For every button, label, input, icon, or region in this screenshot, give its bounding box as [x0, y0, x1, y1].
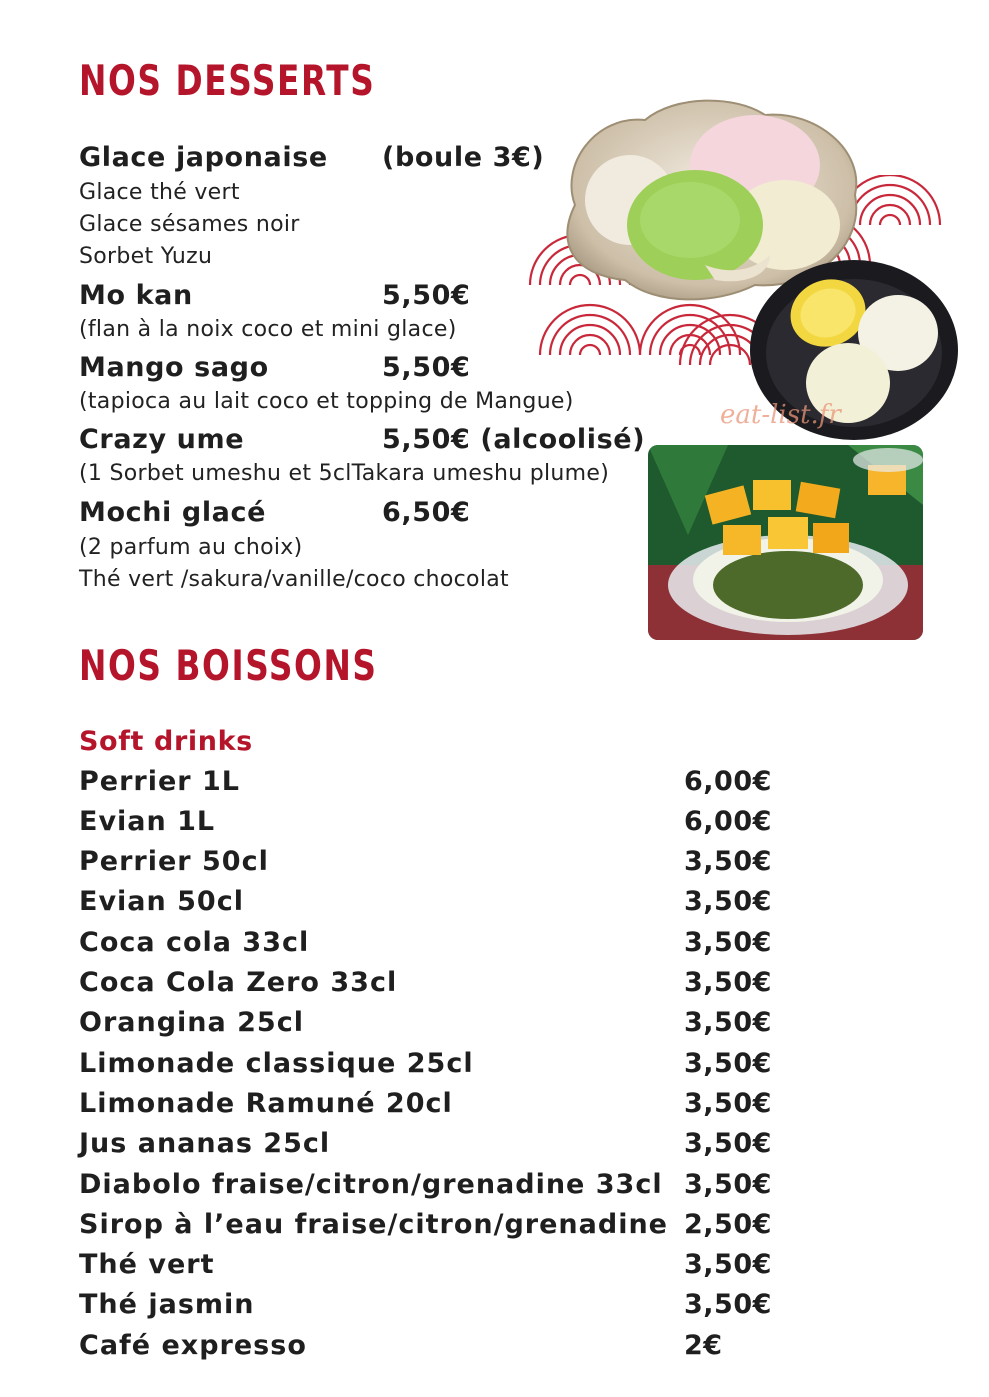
drink-price: 3,50€	[684, 1128, 772, 1159]
dessert-name: Glace japonaise	[79, 142, 328, 173]
dessert-price: 5,50€	[382, 352, 471, 383]
drink-price: 3,50€	[684, 1088, 772, 1119]
list-item	[79, 762, 779, 802]
dessert-desc: Sorbet Yuzu	[79, 244, 213, 269]
list-item	[79, 802, 779, 842]
drink-name: Diabolo fraise/citron/grenadine 33cl	[79, 1169, 663, 1200]
list-item	[79, 963, 779, 1003]
list-item	[79, 1124, 779, 1164]
list-item	[79, 1245, 779, 1285]
drink-name: Evian 1L	[79, 806, 216, 837]
drink-name: Perrier 50cl	[79, 846, 269, 877]
list-item	[79, 1285, 779, 1325]
dessert-desc: (flan à la noix coco et mini glace)	[79, 317, 457, 342]
drink-name: Coca cola 33cl	[79, 927, 310, 958]
drink-price: 6,00€	[684, 806, 772, 837]
dessert-desc: (tapioca au lait coco et topping de Mangue)	[79, 389, 574, 414]
drink-price: 3,50€	[684, 1007, 772, 1038]
drink-name: Jus ananas 25cl	[79, 1128, 331, 1159]
mango-sago-photo	[648, 445, 923, 640]
drink-price: 3,50€	[684, 1048, 772, 1079]
drink-price: 2€	[684, 1330, 723, 1361]
list-item	[79, 1084, 779, 1124]
list-item	[79, 1044, 779, 1084]
list-item	[79, 882, 779, 922]
list-item	[79, 842, 779, 882]
dessert-name: Crazy ume	[79, 424, 245, 455]
dessert-desc: (2 parfum au choix)	[79, 535, 303, 560]
drink-name: Evian 50cl	[79, 886, 244, 917]
dessert-price: 6,50€	[382, 497, 471, 528]
list-item	[79, 1165, 779, 1205]
dessert-name: Mo kan	[79, 280, 193, 311]
dessert-name: Mango sago	[79, 352, 269, 383]
dessert-price: 5,50€ (alcoolisé)	[382, 424, 646, 455]
drink-name: Limonade Ramuné 20cl	[79, 1088, 453, 1119]
drink-name: Limonade classique 25cl	[79, 1048, 474, 1079]
drink-name: Coca Cola Zero 33cl	[79, 967, 398, 998]
drink-price: 3,50€	[684, 886, 772, 917]
dessert-desc: (1 Sorbet umeshu et 5clTakara umeshu plume)	[79, 461, 610, 486]
drink-name: Café expresso	[79, 1330, 307, 1361]
drink-price: 3,50€	[684, 967, 772, 998]
list-item	[79, 1205, 779, 1245]
dessert-desc: Glace thé vert	[79, 180, 240, 205]
drink-price: 3,50€	[684, 1249, 772, 1280]
dessert-price: 5,50€	[382, 280, 471, 311]
list-item	[79, 1003, 779, 1043]
drink-name: Perrier 1L	[79, 766, 241, 797]
dessert-desc: Thé vert /sakura/vanille/coco chocolat	[79, 567, 509, 592]
drink-name: Sirop à l’eau fraise/citron/grenadine	[79, 1209, 668, 1240]
list-item	[79, 1326, 779, 1366]
dessert-desc: Glace sésames noir	[79, 212, 300, 237]
soft-drinks-subtitle: Soft drinks	[79, 726, 253, 757]
drink-name: Thé jasmin	[79, 1289, 255, 1320]
desserts-title: NOS DESSERTS	[79, 56, 376, 105]
drink-price: 3,50€	[684, 846, 772, 877]
drink-price: 3,50€	[684, 927, 772, 958]
dessert-price: (boule 3€)	[382, 142, 545, 173]
drink-price: 3,50€	[684, 1169, 772, 1200]
drink-price: 3,50€	[684, 1289, 772, 1320]
drink-price: 6,00€	[684, 766, 772, 797]
dessert-name: Mochi glacé	[79, 497, 267, 528]
drink-name: Orangina 25cl	[79, 1007, 304, 1038]
drink-name: Thé vert	[79, 1249, 215, 1280]
watermark-text: eat-list.fr	[720, 400, 841, 430]
drink-price: 2,50€	[684, 1209, 772, 1240]
list-item	[79, 923, 779, 963]
drinks-title: NOS BOISSONS	[79, 641, 378, 690]
